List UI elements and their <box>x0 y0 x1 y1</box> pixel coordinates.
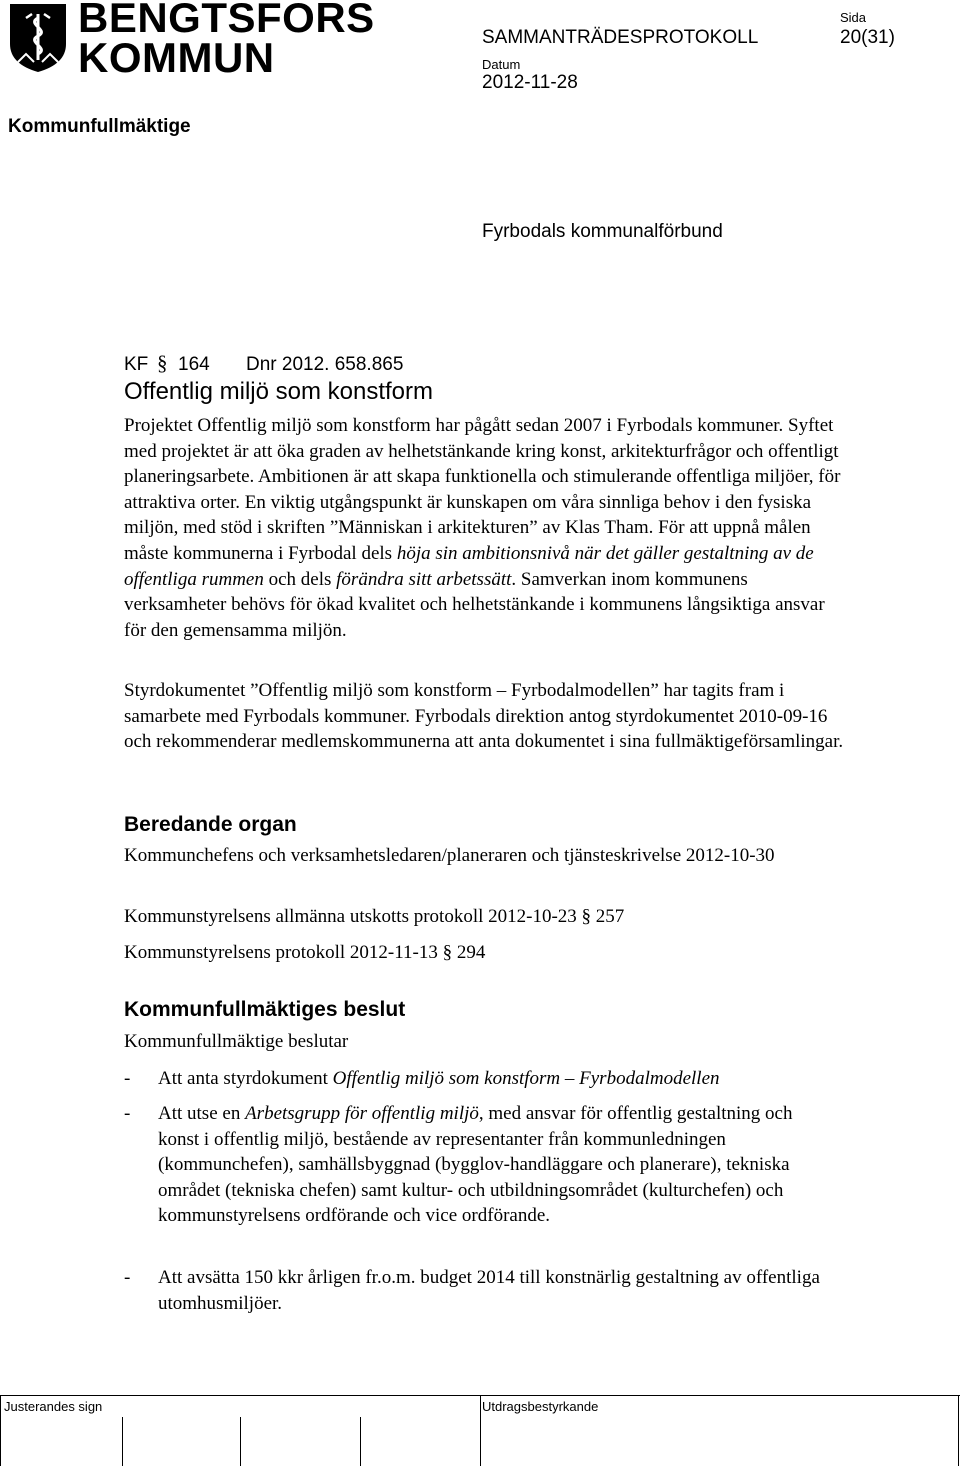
decision-item <box>124 1066 824 1092</box>
preparing-line3-number: 294 <box>456 942 486 963</box>
municipal-coat-of-arms <box>8 2 68 74</box>
page-number: 20(31) <box>840 27 895 48</box>
section-symbol: § <box>157 351 168 375</box>
decision-item2-text: Att utse en <box>158 1103 246 1124</box>
decision-item <box>124 1265 824 1316</box>
decision-item1-document: Offentlig miljö som konstform – Fyrbodalmodellen <box>332 1068 720 1089</box>
decision-item3-text: Att avsätta 150 kkr årligen fr.o.m. budget 2014 till konstnärlig gestaltning av offentliga utomhusmiljöer. <box>158 1267 820 1314</box>
page-label: Sida <box>840 10 867 25</box>
paragraph1-text: Projektet Offentlig miljö som konstform har pågått sedan 2007 i Fyrbodals kommuner. Syftet med projektet är att öka graden av helhetstänkande kring konst, arkitekturfrågor och offentligt planeringsarbete. Ambitionen är att skapa funktionella och stimulerande offentliga miljöer, för attraktiva orter. En viktig utgångspunkt är kunskapen om våra sinnliga behov i den fysiska miljön, med stöd i skriften ”Människan i arkitekturen” av Klas Tham. För att uppnå målen måste kommunerna i Fyrbodal dels <box>124 415 841 564</box>
preparing-line3 <box>124 940 485 966</box>
signature-box-divider <box>480 1395 481 1466</box>
decision-intro: Kommunfullmäktige beslutar <box>124 1031 349 1052</box>
signature-label: Justerandes sign <box>4 1399 103 1414</box>
date-label: Datum <box>482 57 521 72</box>
signature-box-divider <box>958 1395 959 1466</box>
decision-item2-working-group: Arbetsgrupp för offentlig miljö <box>245 1103 479 1124</box>
preparing-line1: Kommunchefens och verksamhetsledaren/planeraren och tjänsteskrivelse 2012-10-30 <box>124 845 775 866</box>
preparing-line2-text: Kommunstyrelsens allmänna utskotts protokoll 2012-10-23 <box>124 906 577 927</box>
paragraph1-italic-method: förändra sitt arbetssätt <box>336 568 512 590</box>
preparing-heading: Beredande organ <box>124 813 297 836</box>
paragraph-background <box>124 413 844 643</box>
paragraph1-italic-goal: höja sin ambitionsnivå när det gäller gestaltning av de offentliga rummen <box>124 542 814 590</box>
section-symbol: § <box>581 906 592 927</box>
case-kf-number: 164 <box>178 354 210 375</box>
case-dnr: Dnr 2012. 658.865 <box>246 354 404 375</box>
list-dash: - <box>124 1103 131 1124</box>
org-name-line1: BENGTSFORS <box>78 0 375 41</box>
list-dash: - <box>124 1267 131 1288</box>
decision-heading: Kommunfullmäktiges beslut <box>124 998 406 1021</box>
signature-box-divider <box>240 1417 241 1466</box>
decision-item1-text: Att anta styrdokument <box>158 1068 333 1089</box>
certification-label: Utdragsbestyrkande <box>482 1399 599 1414</box>
org-name-line2: KOMMUN <box>78 34 275 81</box>
decision-item <box>124 1101 804 1229</box>
signature-box-divider <box>360 1417 361 1466</box>
list-dash: - <box>124 1068 131 1089</box>
section-symbol: § <box>442 942 453 963</box>
subject-organization: Fyrbodals kommunalförbund <box>482 221 723 242</box>
paragraph-steering-document: Styrdokumentet ”Offentlig miljö som konstform – Fyrbodalmodellen” har tagits fram i samarbete med Fyrbodals kommuner. Fyrbodals direktion antog styrdokumentet 2010-09-16 och rekommenderar medlemskommunerna att anta dokumentet i sina fullmäktigeförsamlingar. <box>124 680 844 753</box>
case-kf-label: KF <box>124 354 149 375</box>
preparing-line3-text: Kommunstyrelsens protokoll 2012-11-13 <box>124 942 438 963</box>
preparing-line2 <box>124 904 624 930</box>
preparing-line2-number: 257 <box>595 906 625 927</box>
date-value: 2012-11-28 <box>482 72 578 93</box>
decision-item2-text-end: , med ansvar för offentlig gestaltning och konst i offentlig miljö, bestående av representanter från kommunledningen (kommunchefen), samhällsbyggnad (bygglov-handläggare och planerare), tekniska området (tekniska chefen) samt kultur- och utbildningsområdet (kulturchefen) och kommunstyrelsens ordförande och vice ordförande. <box>158 1103 793 1227</box>
paragraph1-text-end: . Samverkan inom kommunens verksamheter behövs för ökad kvalitet och helhetstänkande i kommunens långsiktiga ansvar för den gemensamma miljön. <box>124 568 825 641</box>
document-type: SAMMANTRÄDESPROTOKOLL <box>482 27 759 48</box>
signature-box-divider <box>0 1395 1 1466</box>
case-title: Offentlig miljö som konstform <box>124 378 433 405</box>
org-logo-text <box>78 0 375 81</box>
paragraph1-text-connector: och dels <box>263 568 337 590</box>
signature-box-divider <box>122 1417 123 1466</box>
governing-body: Kommunfullmäktige <box>8 116 191 137</box>
